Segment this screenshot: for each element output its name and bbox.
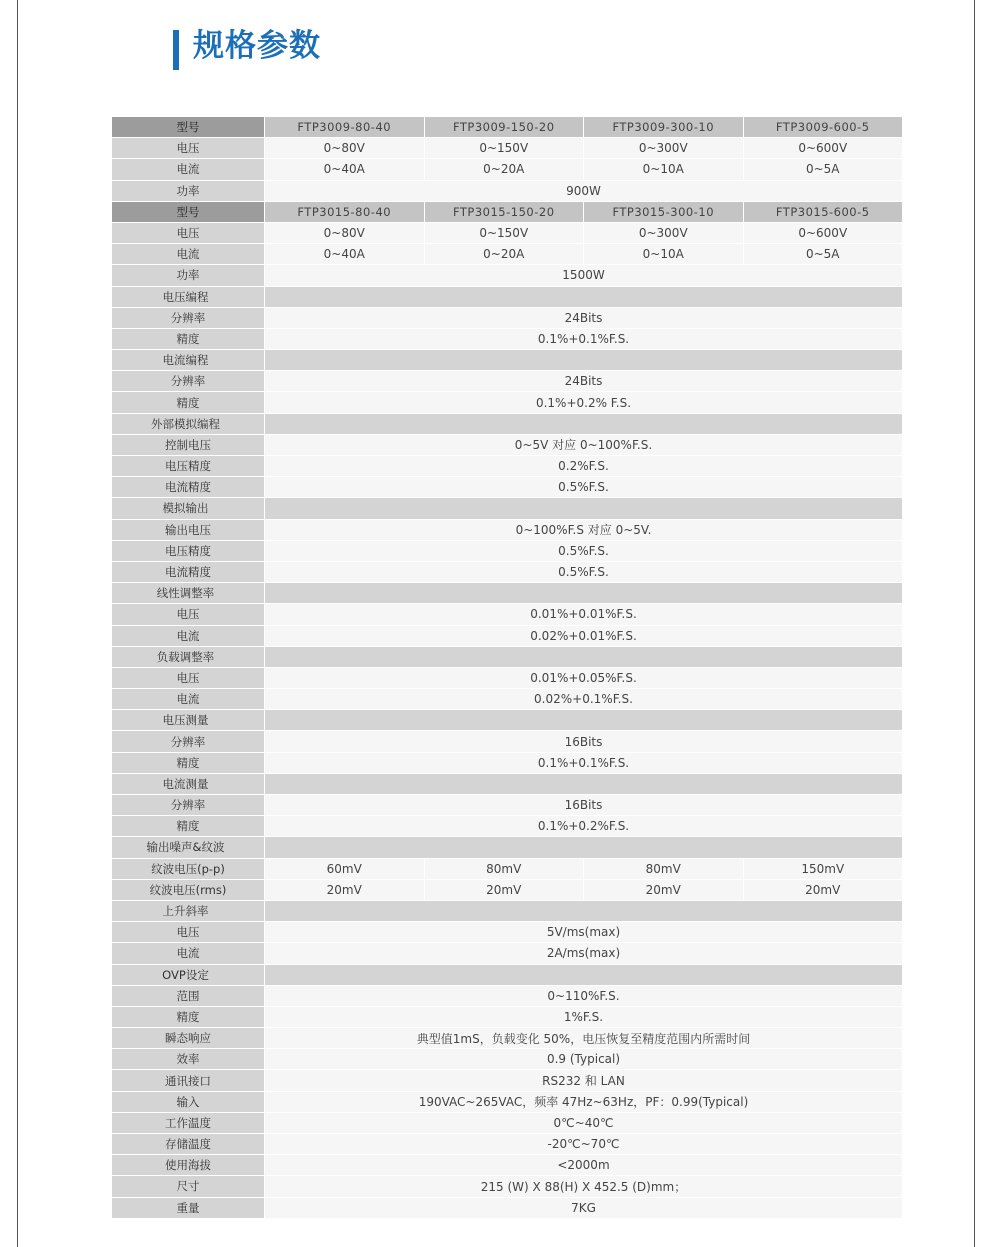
table-row (112, 159, 902, 180)
model-name-cell: FTP3015-600-5 (744, 202, 903, 222)
merged-value-cell: 0~5V 对应 0~100%F.S. (514, 438, 653, 453)
section-row (112, 498, 902, 519)
merged-value-cell: 0.9 (Typical) (546, 1052, 621, 1067)
value-cell: 80mV (584, 859, 744, 879)
table-row (112, 329, 902, 350)
value-cell: 0~10A (584, 159, 744, 179)
model-name-cell: FTP3015-300-10 (584, 202, 744, 222)
row-label: 电流精度 (112, 477, 265, 497)
page-border-left (17, 0, 18, 1247)
model-name-cell: FTP3009-80-40 (265, 117, 425, 137)
table-row (112, 435, 902, 456)
table-row (112, 1049, 902, 1070)
merged-value-cell: 0~100%F.S 对应 0~5V. (515, 523, 652, 538)
row-values (265, 117, 902, 137)
table-row (112, 943, 902, 964)
section-row (112, 414, 902, 435)
row-label: 电压 (112, 223, 265, 243)
value-cell: 0~600V (798, 226, 848, 241)
table-row (112, 520, 902, 541)
merged-value-cell: 0.5%F.S. (558, 565, 609, 580)
merged-value-cell: 24Bits (564, 374, 603, 389)
table-row (112, 668, 902, 689)
row-values (265, 1028, 902, 1048)
table-row (112, 392, 902, 413)
value-cell: 0~20A (425, 244, 585, 264)
section-label-text: 电流编程 (162, 353, 209, 368)
row-values (265, 859, 902, 879)
value-cell: 150mV (801, 861, 845, 876)
row-label: 重量 (112, 1198, 265, 1218)
table-row (112, 371, 902, 392)
value-cell: 0~40A (265, 244, 425, 264)
section-label-text: 电压编程 (162, 289, 209, 304)
table-row (112, 456, 902, 477)
table-row (112, 541, 902, 562)
table-row (112, 626, 902, 647)
row-values (265, 456, 902, 476)
row-values (265, 498, 902, 518)
table-row (112, 265, 902, 286)
section-row (112, 583, 902, 604)
row-label: 功率 (112, 181, 265, 201)
section-row (112, 837, 902, 858)
row-label: 电压 (112, 138, 265, 158)
merged-value-cell: 0.1%+0.2%F.S. (537, 819, 630, 834)
row-label: 效率 (112, 1049, 265, 1069)
row-values (265, 329, 902, 349)
row-label: 精度 (112, 816, 265, 836)
row-label: 分辨率 (112, 795, 265, 815)
table-row (112, 880, 902, 901)
merged-value-cell: 0.01%+0.05%F.S. (530, 670, 637, 685)
value-cell: 0~40A (265, 159, 425, 179)
row-label: 电流 (112, 689, 265, 709)
value-cell: 0~80V (265, 223, 425, 243)
row-values (265, 435, 902, 455)
row-label: 电压 (112, 668, 265, 688)
section-label-text: 输出噪声&纹波 (146, 840, 225, 855)
row-values (265, 1155, 902, 1175)
row-label: 电压精度 (112, 541, 265, 561)
merged-value-cell: 24Bits (564, 310, 603, 325)
row-values (265, 943, 902, 963)
row-label: 尺寸 (112, 1176, 265, 1196)
row-label: 电压 (112, 604, 265, 624)
section-label (112, 350, 265, 370)
row-values (265, 647, 902, 667)
model-name-cell: FTP3009-150-20 (425, 117, 585, 137)
value-cell: 0~150V (425, 223, 585, 243)
merged-value-cell: 0.5%F.S. (558, 543, 609, 558)
row-values (265, 880, 902, 900)
row-values (265, 159, 902, 179)
table-row (112, 816, 902, 837)
merged-value-cell: 0.1%+0.2% F.S. (535, 395, 632, 410)
merged-value-cell: 5V/ms(max) (546, 925, 621, 940)
row-values (265, 541, 902, 561)
value-cell: 80mV (425, 859, 585, 879)
merged-value-cell: 7KG (571, 1200, 596, 1215)
value-cell: 0~300V (584, 138, 744, 158)
row-values (265, 837, 902, 857)
row-values (265, 414, 902, 434)
merged-value-cell: 0.02%+0.01%F.S. (530, 628, 637, 643)
row-values (265, 244, 902, 264)
merged-value-cell: 0℃~40℃ (553, 1115, 614, 1130)
row-label: 输入 (112, 1092, 265, 1112)
table-row (112, 731, 902, 752)
merged-value-cell: 215 (W) X 88(H) X 452.5 (D)mm； (480, 1179, 687, 1194)
row-values (265, 562, 902, 582)
section-label (112, 774, 265, 794)
section-label (112, 901, 265, 921)
section-row (112, 774, 902, 795)
merged-value-cell: 190VAC~265VAC，频率 47Hz~63Hz，PF：0.99(Typical) (418, 1095, 749, 1110)
merged-value-cell: -20℃~70℃ (547, 1137, 620, 1152)
merged-value-cell: 1500W (562, 268, 605, 283)
table-row (112, 1155, 902, 1176)
model-name-cell: FTP3015-80-40 (265, 202, 425, 222)
value-cell: 0~150V (425, 138, 585, 158)
row-label: 分辨率 (112, 308, 265, 328)
section-label (112, 287, 265, 307)
merged-value-cell: 1%F.S. (563, 1009, 604, 1024)
row-values (265, 1007, 902, 1027)
section-label-text: 负载调整率 (156, 649, 215, 664)
merged-value-cell: 0~110%F.S. (547, 988, 620, 1003)
table-row (112, 1113, 902, 1134)
value-cell: 60mV (265, 859, 425, 879)
row-values (265, 371, 902, 391)
table-row (112, 604, 902, 625)
row-values (265, 287, 902, 307)
value-cell: 0~5A (805, 247, 840, 262)
merged-value-cell: 0.02%+0.1%F.S. (534, 692, 633, 707)
row-values (265, 689, 902, 709)
row-label: 存储温度 (112, 1134, 265, 1154)
row-values (265, 1176, 902, 1196)
section-row (112, 647, 902, 668)
row-label: 电流 (112, 626, 265, 646)
merged-value-cell: 900W (566, 183, 601, 198)
row-values (265, 477, 902, 497)
table-row (112, 753, 902, 774)
value-cell: 0~80V (265, 138, 425, 158)
section-row (112, 710, 902, 731)
section-label-text: 模拟输出 (162, 501, 209, 516)
row-label: 电压精度 (112, 456, 265, 476)
row-label: 使用海拔 (112, 1155, 265, 1175)
row-values (265, 265, 902, 285)
row-values (265, 668, 902, 688)
table-row (112, 986, 902, 1007)
table-row (112, 1070, 902, 1091)
row-values (265, 138, 902, 158)
row-values (265, 965, 902, 985)
merged-value-cell: 0.01%+0.01%F.S. (530, 607, 637, 622)
section-label-text: 电流测量 (162, 776, 209, 791)
row-label: 控制电压 (112, 435, 265, 455)
table-row (112, 795, 902, 816)
model-header-row (112, 117, 902, 138)
row-values (265, 795, 902, 815)
model-name-cell: FTP3015-150-20 (425, 202, 585, 222)
section-label (112, 965, 265, 985)
model-header-row (112, 202, 902, 223)
row-values (265, 1134, 902, 1154)
table-row (112, 689, 902, 710)
row-values (265, 308, 902, 328)
row-values (265, 1113, 902, 1133)
merged-value-cell: 2A/ms(max) (546, 946, 621, 961)
row-values (265, 901, 902, 921)
row-label: 分辨率 (112, 371, 265, 391)
section-label-text: 外部模拟编程 (151, 416, 220, 431)
section-row (112, 901, 902, 922)
row-values (265, 520, 902, 540)
table-row (112, 181, 902, 202)
section-label (112, 837, 265, 857)
row-values (265, 583, 902, 603)
page-title: 规格参数 (193, 28, 321, 64)
merged-value-cell: RS232 和 LAN (542, 1074, 625, 1089)
table-row (112, 1007, 902, 1028)
table-row (112, 138, 902, 159)
row-values (265, 816, 902, 836)
row-values (265, 223, 902, 243)
table-row (112, 244, 902, 265)
table-row (112, 922, 902, 943)
row-values (265, 986, 902, 1006)
row-label: 纹波电压(rms) (112, 880, 265, 900)
row-label: 工作温度 (112, 1113, 265, 1133)
row-values (265, 626, 902, 646)
section-row (112, 965, 902, 986)
table-row (112, 223, 902, 244)
row-label: 电流精度 (112, 562, 265, 582)
row-values (265, 922, 902, 942)
row-values (265, 753, 902, 773)
section-label-text: 线性调整率 (156, 586, 215, 601)
value-cell: 20mV (425, 880, 585, 900)
value-cell: 0~300V (584, 223, 744, 243)
table-row (112, 1092, 902, 1113)
table-row (112, 308, 902, 329)
table-row (112, 1198, 902, 1219)
table-row (112, 477, 902, 498)
table-row (112, 1176, 902, 1197)
merged-value-cell: 0.5%F.S. (558, 480, 609, 495)
model-name-cell: FTP3009-600-5 (744, 117, 903, 137)
value-cell: 20mV (265, 880, 425, 900)
table-row (112, 1028, 902, 1049)
row-label: 纹波电压(p-p) (112, 859, 265, 879)
section-label-text: OVP设定 (162, 967, 209, 982)
row-values (265, 604, 902, 624)
value-cell: 0~20A (425, 159, 585, 179)
row-label: 范围 (112, 986, 265, 1006)
spec-table (112, 117, 902, 1219)
row-label: 精度 (112, 753, 265, 773)
row-label: 型号 (112, 117, 265, 137)
merged-value-cell: 0.1%+0.1%F.S. (537, 755, 630, 770)
row-label: 分辨率 (112, 731, 265, 751)
row-label: 输出电压 (112, 520, 265, 540)
row-label: 型号 (112, 202, 265, 222)
row-values (265, 350, 902, 370)
row-values (265, 392, 902, 412)
section-row (112, 350, 902, 371)
row-values (265, 1198, 902, 1218)
merged-value-cell: <2000m (557, 1158, 610, 1173)
table-row (112, 1134, 902, 1155)
table-row (112, 859, 902, 880)
value-cell: 20mV (584, 880, 744, 900)
merged-value-cell: 0.2%F.S. (558, 459, 609, 474)
row-values (265, 1092, 902, 1112)
row-values (265, 731, 902, 751)
row-label: 功率 (112, 265, 265, 285)
row-values (265, 774, 902, 794)
page-border-right (974, 0, 975, 1247)
row-values (265, 710, 902, 730)
section-label (112, 710, 265, 730)
merged-value-cell: 典型值1mS，负载变化 50%，电压恢复至精度范围内所需时间 (416, 1031, 751, 1046)
merged-value-cell: 16Bits (564, 798, 603, 813)
row-values (265, 202, 902, 222)
row-label: 通讯接口 (112, 1070, 265, 1090)
merged-value-cell: 16Bits (564, 734, 603, 749)
section-label (112, 583, 265, 603)
value-cell: 0~5A (805, 162, 840, 177)
row-values (265, 1049, 902, 1069)
row-label: 电流 (112, 943, 265, 963)
row-label: 电流 (112, 159, 265, 179)
value-cell: 0~10A (584, 244, 744, 264)
merged-value-cell: 0.1%+0.1%F.S. (537, 331, 630, 346)
row-label: 电压 (112, 922, 265, 942)
section-label (112, 498, 265, 518)
section-row (112, 287, 902, 308)
section-label (112, 414, 265, 434)
row-label: 精度 (112, 392, 265, 412)
value-cell: 20mV (805, 882, 841, 897)
table-row (112, 562, 902, 583)
model-name-cell: FTP3009-300-10 (584, 117, 744, 137)
section-label (112, 647, 265, 667)
row-label: 瞬态响应 (112, 1028, 265, 1048)
row-label: 电流 (112, 244, 265, 264)
title-accent-bar (173, 30, 179, 70)
value-cell: 0~600V (798, 141, 848, 156)
section-label-text: 上升斜率 (162, 904, 209, 919)
row-label: 精度 (112, 329, 265, 349)
row-label: 精度 (112, 1007, 265, 1027)
row-values (265, 181, 902, 201)
section-label-text: 电压测量 (162, 713, 209, 728)
row-values (265, 1070, 902, 1090)
